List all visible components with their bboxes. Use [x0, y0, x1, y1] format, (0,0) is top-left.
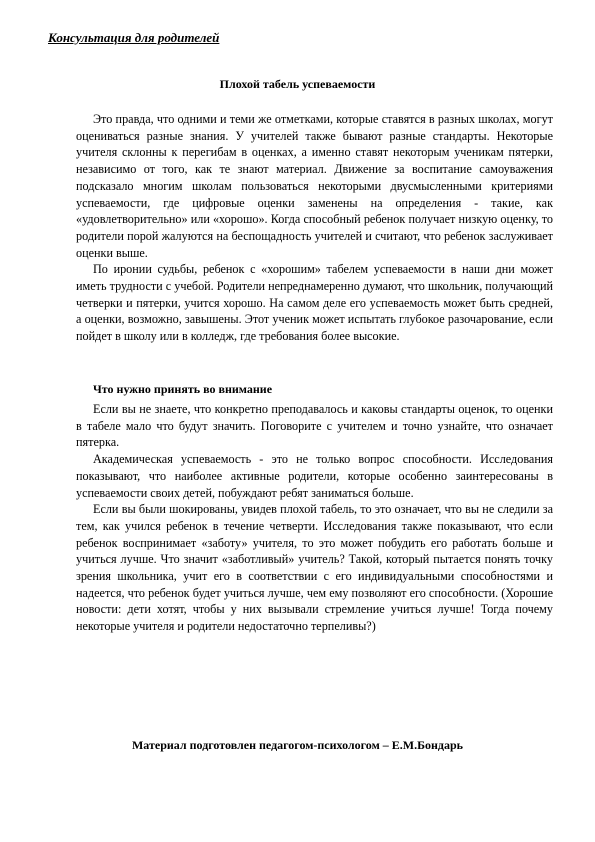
section-text [76, 401, 553, 635]
paragraph: Академическая успеваемость - это не только вопрос способности. Исследования показывают, что наиболее активные родители, которые особенно заинтересованы в успеваемости своих детей, побуждают ребят заниматься больше. [76, 452, 553, 500]
paragraph: Это правда, что одними и теми же отметками, которые ставятся в разных школах, могут оцениваться разные знания. У учителей также бывают разные стандарты. Некоторые учителя склонны к перегибам в оценках, а именно ставят некоторым ученикам пятерки, независимо от того, как те знают материал. Движение за воспитание самоуважения подсказало многим школам пользоваться некоторыми двусмысленными критериями успеваемости, где цифровые оценки заменены на определения - такие, как «удовлетворительно» или «хорошо». Когда способный ребенок получает низкую оценку, то родители порой жалуются на беспощадность учителей и считают, что ребенок заслуживает оценки выше. [76, 112, 553, 260]
paragraph: По иронии судьбы, ребенок с «хорошим» табелем успеваемости в наши дни может иметь трудности с учебой. Родители непреднамеренно думают, что школьник, получающий четверки и пятерки, учится хорошо. На самом деле его успеваемость может быть средней, а оценки, возможно, завышены. Этот ученик может испытать глубокое разочарование, если пойдет в школу или в колледж, где требования более высокие. [76, 262, 553, 344]
intro-text [76, 111, 553, 345]
paragraph: Если вы не знаете, что конкретно преподавалось и каковы стандарты оценок, то оценки в табеле мало что будут значить. Поговорите с учителем и точно узнайте, что означает пятерка. [76, 402, 553, 450]
header-label: Консультация для родителей [48, 30, 220, 45]
document-title: Плохой табель успеваемости [219, 77, 376, 91]
paragraph: Если вы были шокированы, увидев плохой табель, то это означает, что вы не следили за тем, как учился ребенок в течение четверти. Исследования также показывают, что если ребенок воспринимает «заботу» учителя, то это может побудить его работать больше и учиться лучше. Что значит «заботливый» учитель? Такой, который пытается понять точку зрения школьника, учит его в соответствии с его индивидуальными способностями и надеется, что ребенок будет учиться лучше, чем ему позволяют его способности. (Хорошие новости: дети хотят, чтобы у них вызывали стремление учиться лучше! Тогда почему некоторые учителя и родители недостаточно терпеливы?) [76, 502, 553, 634]
section-heading: Что нужно принять во внимание [93, 382, 273, 396]
author-note: Материал подготовлен педагогом-психологом – Е.М.Бондарь [131, 738, 464, 752]
